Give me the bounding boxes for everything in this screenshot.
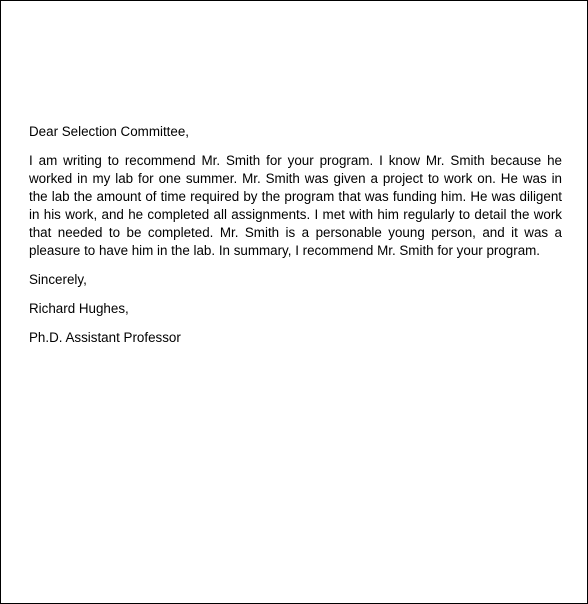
- letter-body-paragraph: I am writing to recommend Mr. Smith for your program. I know Mr. Smith because he worked in my lab for one summer. Mr. Smith was given a project to work on. He was in the lab the amount of time required by the program that was funding him. He was diligent in his work, and he completed all assignments. I met with him regularly to detail the work that needed to be completed. Mr. Smith is a personable young person, and it was a pleasure to have him in the lab. In summary, I recommend Mr. Smith for your program.: [29, 153, 562, 258]
- signer-title: Ph.D. Assistant Professor: [29, 330, 181, 345]
- signer-name: Richard Hughes,: [29, 301, 129, 316]
- letter-content: [29, 123, 562, 347]
- closing: Sincerely,: [29, 272, 87, 287]
- salutation: Dear Selection Committee,: [29, 124, 190, 139]
